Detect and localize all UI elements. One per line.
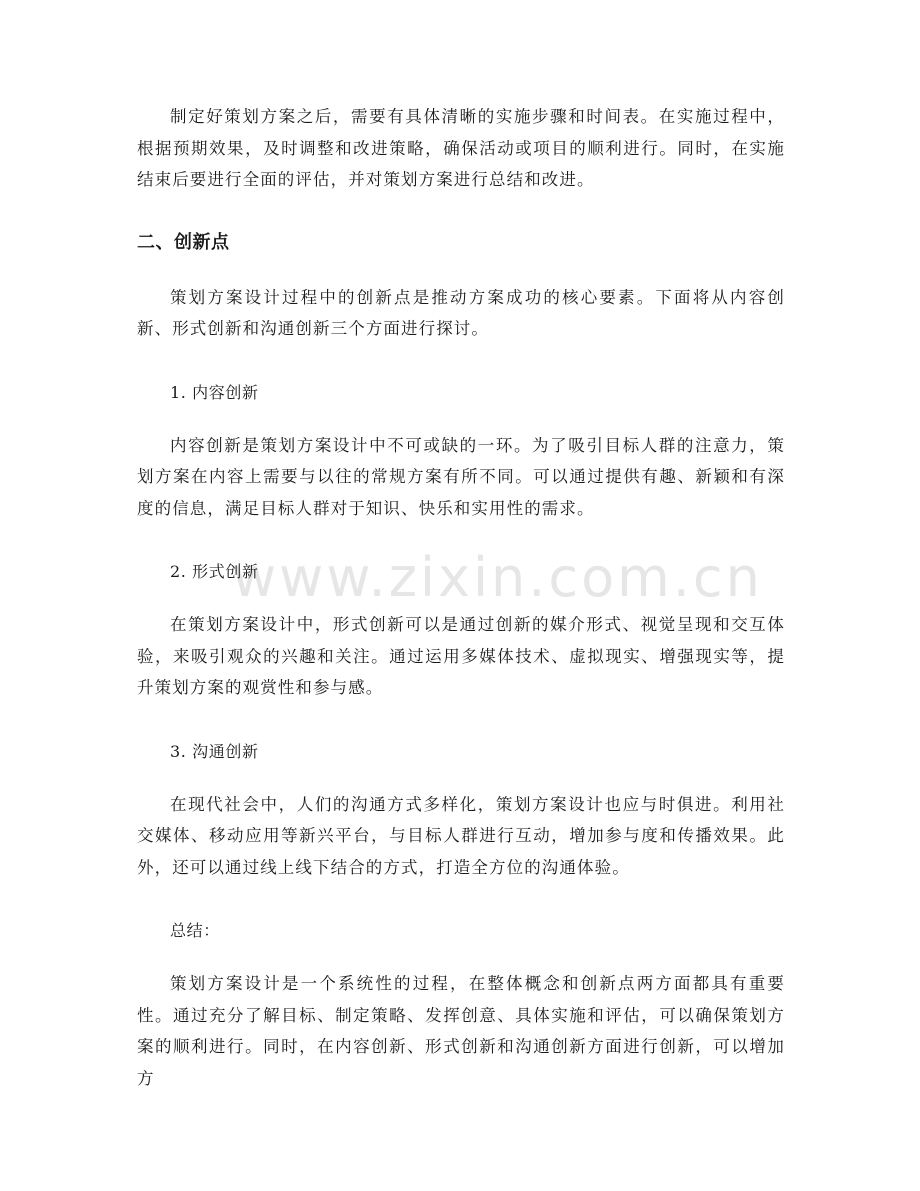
watermark: www.zixin.com.cn [232,546,763,609]
paragraph-innovation-intro: 策划方案设计过程中的创新点是推动方案成功的核心要素。下面将从内容创新、形式创新和沟通创新三个方面进行探讨。 [137,287,785,338]
subheading-communication-innovation: 3. 沟通创新 [170,741,259,761]
section-heading-innovation: 二、创新点 [137,231,230,253]
paragraph-implementation: 制定好策划方案之后，需要有具体清晰的实施步骤和时间表。在实施过程中，根据预期效果，及时调整和改进策略，确保活动或项目的顺利进行。同时，在实施结束后要进行全面的评估，并对策划方案进行总结和改进。 [137,107,785,189]
paragraph-form-innovation: 在策划方案设计中，形式创新可以是通过创新的媒介形式、视觉呈现和交互体验，来吸引观众的兴趣和关注。通过运用多媒体技术、虚拟现实、增强现实等，提升策划方案的观赏性和参与感。 [137,615,785,697]
summary-label: 总结： [170,921,220,940]
paragraph-summary: 策划方案设计是一个系统性的过程，在整体概念和创新点两方面都具有重要性。通过充分了解目标、制定策略、发挥创意、具体实施和评估，可以确保策划方案的顺利进行。同时，在内容创新、形式创新和沟通创新方面进行创新，可以增加方 [137,974,785,1088]
subheading-form-innovation: 2. 形式创新 [170,562,259,581]
subheading-content-innovation: 1. 内容创新 [170,382,259,402]
paragraph-content-innovation: 内容创新是策划方案设计中不可或缺的一环。为了吸引目标人群的注意力，策划方案在内容上需要与以往的常规方案有所不同。可以通过提供有趣、新颖和有深度的信息，满足目标人群对于知识、快乐和实用性的需求。 [137,435,785,518]
paragraph-communication-innovation: 在现代社会中，人们的沟通方式多样化，策划方案设计也应与时俱进。利用社交媒体、移动应用等新兴平台，与目标人群进行互动，增加参与度和传播效果。此外，还可以通过线上线下结合的方式，打造全方位的沟通体验。 [137,794,785,877]
document-body [137,101,785,1126]
